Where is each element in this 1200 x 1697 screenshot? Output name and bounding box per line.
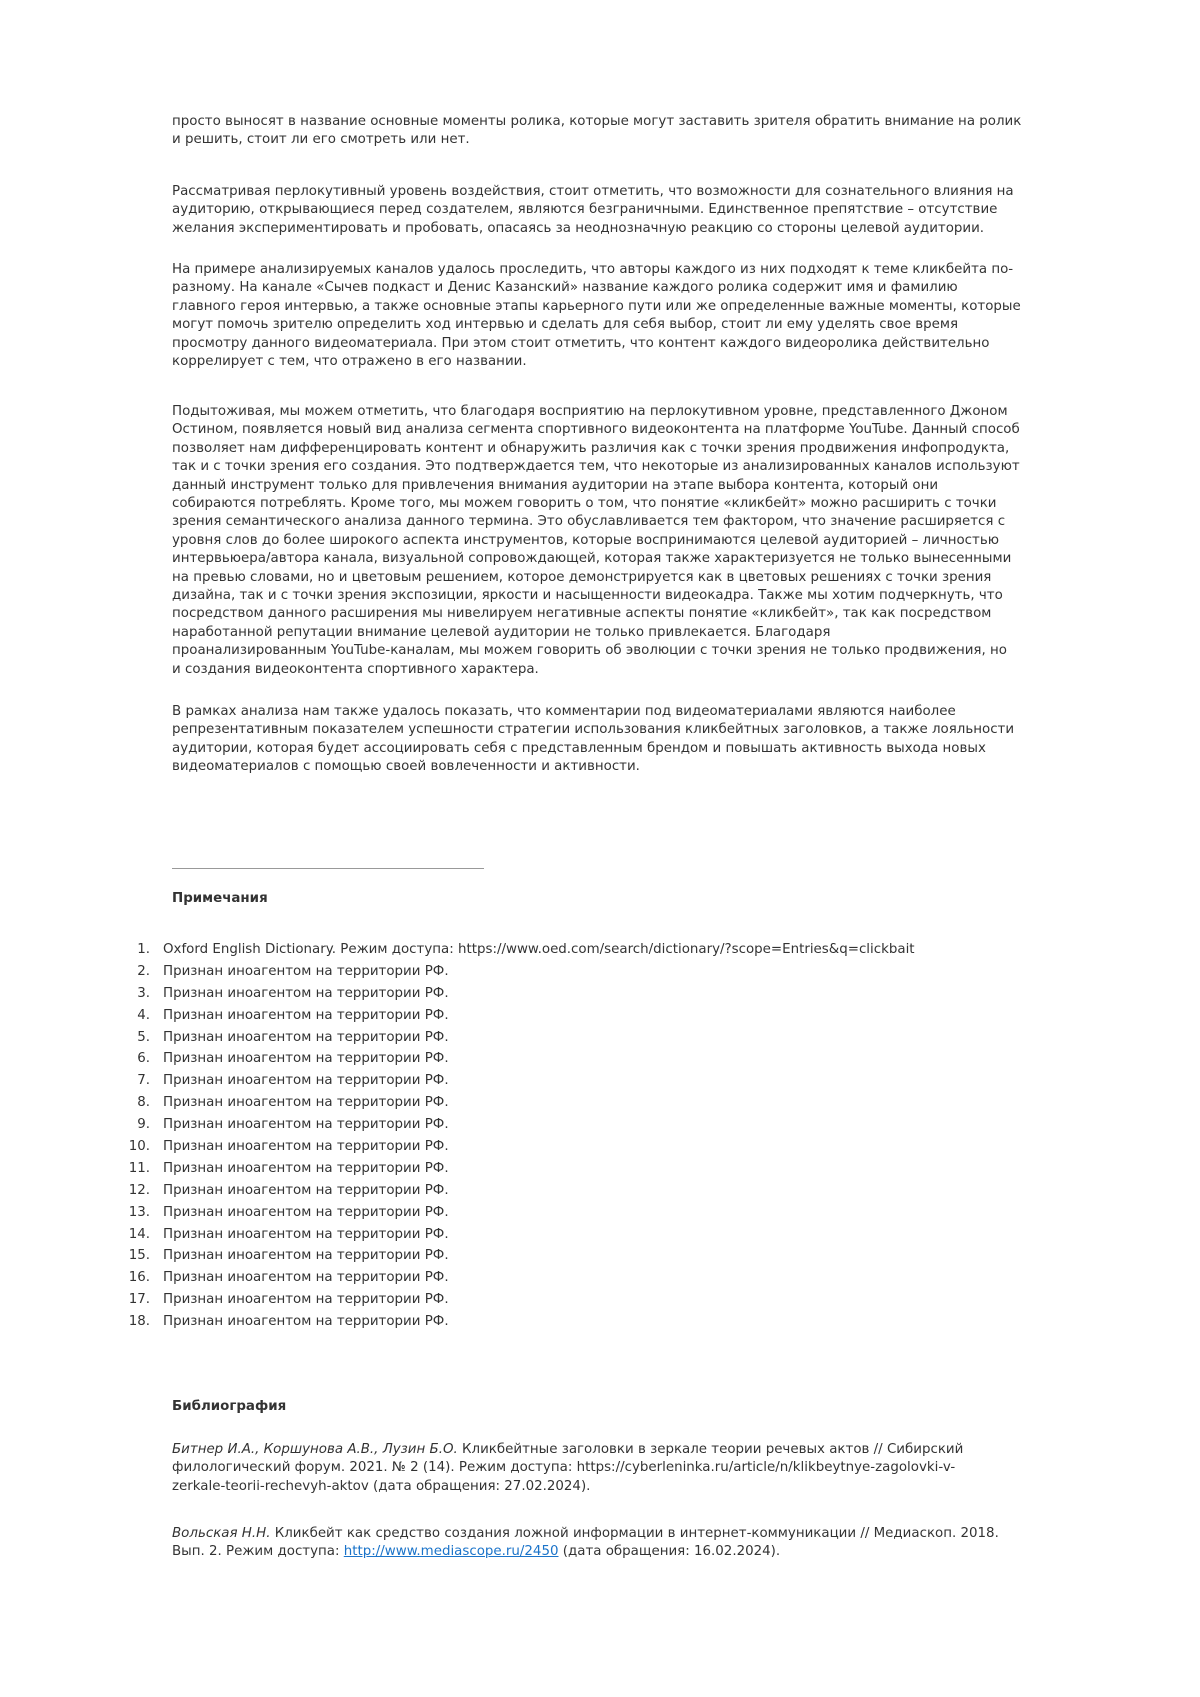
paragraph-line: уровня слов до более широкого аспекта инструментов, которые воспринимаются целевой аудиторией – личностью <box>172 532 1102 550</box>
bib-authors: Битнер И.А., Коршунова А.В., Лузин Б.О. <box>172 1442 458 1457</box>
paragraph-line: разному. На канале «Сычев подкаст и Денис Казанский» название каждого ролика содержит имя и фамилию <box>172 279 1102 297</box>
note-number: 16. <box>110 1267 163 1289</box>
paragraph-line: просмотру данного видеоматериала. При этом стоит отметить, что контент каждого видеоролика действительно <box>172 335 1102 353</box>
note-item <box>110 1289 915 1311</box>
note-text: Признан иноагентом на территории РФ. <box>163 1114 449 1136</box>
paragraph-line: главного героя интервью, а также основные этапы карьерного пути или же определенные важные моменты, которые <box>172 298 1102 316</box>
note-text: Признан иноагентом на территории РФ. <box>163 1136 449 1158</box>
paragraph-line: аудитории, которая будет ассоциировать себя с представленным брендом и повышать активность выхода новых <box>172 740 1102 758</box>
note-item <box>110 1070 915 1092</box>
note-number: 17. <box>110 1289 163 1311</box>
note-item <box>110 1311 915 1333</box>
note-item <box>110 1005 915 1027</box>
note-text: Признан иноагентом на территории РФ. <box>163 1224 449 1246</box>
note-number: 7. <box>110 1070 163 1092</box>
paragraph-line: Рассматривая перлокутивный уровень воздействия, стоит отметить, что возможности для сознательного влияния на <box>172 183 1102 201</box>
paragraph-line: желания экспериментировать и пробовать, опасаясь за неоднозначную реакцию со стороны целевой аудитории. <box>172 220 1102 238</box>
note-item <box>110 1027 915 1049</box>
bib-text: Кликбейт как средство создания ложной информации в интернет-коммуникации // Медиаскоп. 2018. <box>270 1526 998 1541</box>
bib-text: филологический форум. 2021. № 2 (14). Режим доступа: https://cyberleninka.ru/article/n/klikbeytnye-zagolovki-v- <box>172 1459 1102 1477</box>
paragraph-line: Остином, появляется новый вид анализа сегмента спортивного видеоконтента на платформе YouTube. Данный способ <box>172 421 1102 439</box>
paragraph <box>172 403 1102 679</box>
note-item <box>110 961 915 983</box>
paragraph-line: данный инструмент только для привлечения внимания аудитории на этапе выбора контента, который они <box>172 477 1102 495</box>
paragraph <box>172 183 1102 238</box>
note-item <box>110 1136 915 1158</box>
bib-text: (дата обращения: 16.02.2024). <box>559 1544 781 1559</box>
note-number: 1. <box>110 939 163 961</box>
note-number: 13. <box>110 1202 163 1224</box>
bib-text: Кликбейтные заголовки в зеркале теории речевых актов // Сибирский <box>458 1442 964 1457</box>
bibliography-entry <box>172 1441 1102 1496</box>
bib-authors: Вольская Н.Н. <box>172 1526 270 1541</box>
paragraph-line: проанализированным YouTube-каналам, мы можем говорить об эволюции с точки зрения не только продвижения, но <box>172 642 1102 660</box>
paragraph-line: зрения семантического анализа данного термина. Это обуславливается тем фактором, что значение расширяется с <box>172 513 1102 531</box>
note-item <box>110 1158 915 1180</box>
paragraph-line: интервьюера/автора канала, визуальной сопровождающей, которая также характеризуется не только вынесенными <box>172 550 1102 568</box>
paragraph-line: посредством данного расширения мы нивелируем негативные аспекты понятие «кликбейт», так как посредством <box>172 605 1102 623</box>
paragraph <box>172 261 1102 371</box>
document-page <box>0 0 1200 1697</box>
paragraph-line: так и с точки зрения его создания. Это подтверждается тем, что некоторые из анализированных каналов используют <box>172 458 1102 476</box>
note-text: Признан иноагентом на территории РФ. <box>163 1245 449 1267</box>
bib-text: zerkale-teorii-rechevyh-aktov (дата обращения: 27.02.2024). <box>172 1478 1102 1496</box>
note-number: 5. <box>110 1027 163 1049</box>
note-text: Oxford English Dictionary. Режим доступа: https://www.oed.com/search/dictionary/?scope=Entries&q=clickbait <box>163 939 915 961</box>
bibliography-heading: Библиография <box>172 1399 286 1414</box>
footnote-separator <box>172 868 484 869</box>
note-text: Признан иноагентом на территории РФ. <box>163 983 449 1005</box>
note-item <box>110 1245 915 1267</box>
paragraph-line: могут помочь зрителю определить ход интервью и сделать для себя выбор, стоит ли ему уделять свое время <box>172 316 1102 334</box>
note-text: Признан иноагентом на территории РФ. <box>163 1005 449 1027</box>
note-item <box>110 1048 915 1070</box>
paragraph-line: аудиторию, открывающиеся перед создателем, являются безграничными. Единственное препятствие – отсутствие <box>172 201 1102 219</box>
paragraph-line: на превью словами, но и цветовым решением, которое демонстрируется как в цветовых решениях с точки зрения <box>172 569 1102 587</box>
paragraph-line: коррелирует с тем, что отражено в его названии. <box>172 353 1102 371</box>
paragraph-line: Подытоживая, мы можем отметить, что благодаря восприятию на перлокутивном уровне, представленного Джоном <box>172 403 1102 421</box>
note-text: Признан иноагентом на территории РФ. <box>163 1289 449 1311</box>
bib-link[interactable]: http://www.mediascope.ru/2450 <box>344 1544 559 1559</box>
note-item <box>110 1114 915 1136</box>
notes-list <box>110 939 915 1333</box>
note-item <box>110 983 915 1005</box>
note-number: 10. <box>110 1136 163 1158</box>
note-text: Признан иноагентом на территории РФ. <box>163 1158 449 1180</box>
note-item <box>110 1224 915 1246</box>
note-item <box>110 1180 915 1202</box>
note-item <box>110 1267 915 1289</box>
note-number: 11. <box>110 1158 163 1180</box>
paragraph-line: просто выносят в название основные моменты ролика, которые могут заставить зрителя обратить внимание на ролик <box>172 113 1102 131</box>
note-text: Признан иноагентом на территории РФ. <box>163 1180 449 1202</box>
paragraph-line: и решить, стоит ли его смотреть или нет. <box>172 131 1102 149</box>
paragraph <box>172 113 1102 150</box>
paragraph-line: видеоматериалов с помощью своей вовлеченности и активности. <box>172 758 1102 776</box>
note-number: 8. <box>110 1092 163 1114</box>
note-text: Признан иноагентом на территории РФ. <box>163 1027 449 1049</box>
notes-heading: Примечания <box>172 891 268 906</box>
paragraph-line: и создания видеоконтента спортивного характера. <box>172 661 1102 679</box>
note-number: 3. <box>110 983 163 1005</box>
paragraph-line: дизайна, так и с точки зрения экспозиции, яркости и насыщенности видеокадра. Также мы хотим подчеркнуть, что <box>172 587 1102 605</box>
note-number: 9. <box>110 1114 163 1136</box>
note-number: 2. <box>110 961 163 983</box>
note-number: 14. <box>110 1224 163 1246</box>
bib-text: Вып. 2. Режим доступа: <box>172 1544 344 1559</box>
paragraph-line: позволяет нам дифференцировать контент и обнаружить различия как с точки зрения продвижения инфопродукта, <box>172 440 1102 458</box>
note-text: Признан иноагентом на территории РФ. <box>163 1202 449 1224</box>
paragraph-line: На примере анализируемых каналов удалось проследить, что авторы каждого из них подходят к теме кликбейта по- <box>172 261 1102 279</box>
note-text: Признан иноагентом на территории РФ. <box>163 1311 449 1333</box>
note-text: Признан иноагентом на территории РФ. <box>163 1070 449 1092</box>
note-text: Признан иноагентом на территории РФ. <box>163 1048 449 1070</box>
note-number: 15. <box>110 1245 163 1267</box>
paragraph <box>172 703 1102 777</box>
paragraph-line: собираются потреблять. Кроме того, мы можем говорить о том, что понятие «кликбейт» можно расширить с точки <box>172 495 1102 513</box>
note-number: 12. <box>110 1180 163 1202</box>
paragraph-line: репрезентативным показателем успешности стратегии использования кликбейтных заголовков, а также лояльности <box>172 721 1102 739</box>
paragraph-line: В рамках анализа нам также удалось показать, что комментарии под видеоматериалами являются наиболее <box>172 703 1102 721</box>
note-item <box>110 1202 915 1224</box>
note-item <box>110 939 915 961</box>
note-number: 6. <box>110 1048 163 1070</box>
note-item <box>110 1092 915 1114</box>
note-text: Признан иноагентом на территории РФ. <box>163 961 449 983</box>
note-number: 4. <box>110 1005 163 1027</box>
note-text: Признан иноагентом на территории РФ. <box>163 1092 449 1114</box>
bibliography-entry <box>172 1525 1102 1562</box>
note-text: Признан иноагентом на территории РФ. <box>163 1267 449 1289</box>
note-number: 18. <box>110 1311 163 1333</box>
paragraph-line: наработанной репутации внимание целевой аудитории не только привлекается. Благодаря <box>172 624 1102 642</box>
